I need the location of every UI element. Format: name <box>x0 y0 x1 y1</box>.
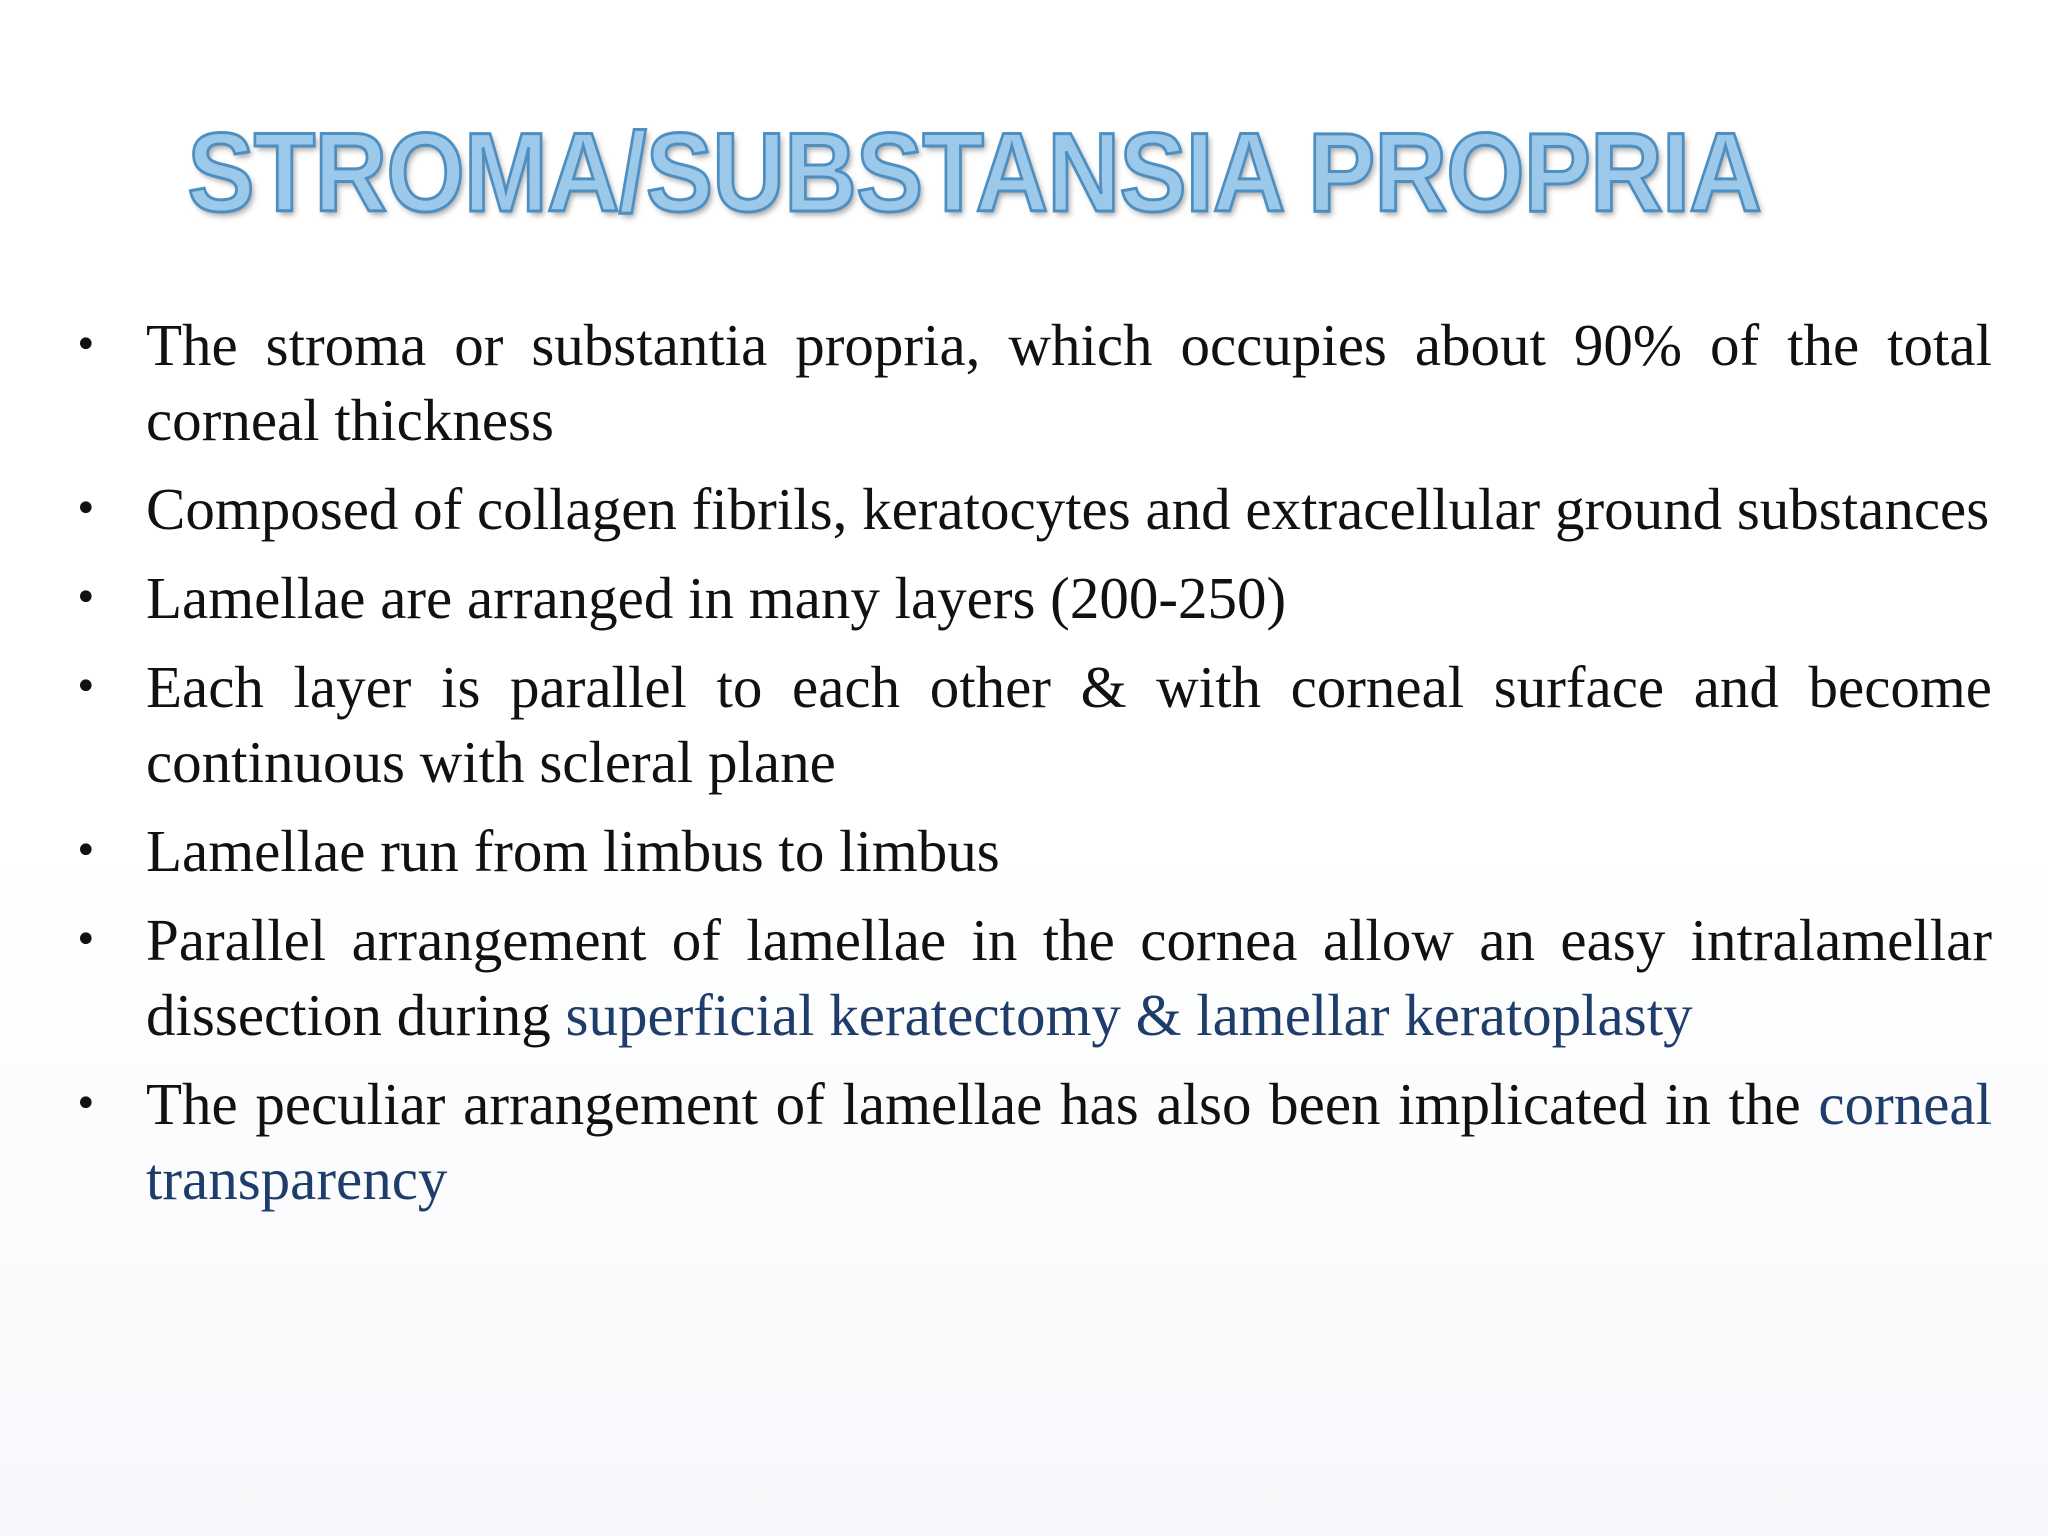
bullet-text: Lamellae run from limbus to limbus <box>146 818 1000 884</box>
bullet-item <box>68 472 1992 547</box>
bullet-item <box>68 308 1992 458</box>
slide-title-text: STROMA/SUBSTANSIA PROPRIA <box>187 110 1761 235</box>
bullet-text: Composed of collagen fibrils, keratocytes and extracellular ground substances <box>146 476 1990 542</box>
bullet-text: Lamellae are arranged in many layers (200-250) <box>146 565 1287 631</box>
bullet-item <box>68 650 1992 800</box>
bullet-icon: • <box>74 1081 98 1127</box>
bullet-text: Parallel arrangement of lamellae in the cornea allow an easy intralamellar dissection during <box>146 907 1992 1048</box>
bullet-text: The stroma or substantia propria, which occupies about 90% of the total corneal thickness <box>146 312 1992 453</box>
bullet-text: The peculiar arrangement of lamellae has also been implicated in the <box>146 1071 1819 1137</box>
bullet-text: Each layer is parallel to each other & with corneal surface and become continuous with scleral plane <box>146 654 1992 795</box>
bullet-list <box>68 308 1992 1231</box>
bullet-icon: • <box>74 486 98 532</box>
bullet-icon: • <box>74 828 98 874</box>
bullet-icon: • <box>74 664 98 710</box>
bullet-icon: • <box>74 917 98 963</box>
bullet-icon: • <box>74 575 98 621</box>
bullet-icon: • <box>74 322 98 368</box>
bullet-item <box>68 903 1992 1053</box>
slide-title <box>0 108 2048 238</box>
bullet-item <box>68 561 1992 636</box>
bullet-item <box>68 1067 1992 1217</box>
bullet-item <box>68 814 1992 889</box>
highlighted-term: superficial keratectomy & lamellar keratoplasty <box>565 982 1693 1048</box>
highlighted-term: corneal transparency <box>146 1071 1992 1212</box>
